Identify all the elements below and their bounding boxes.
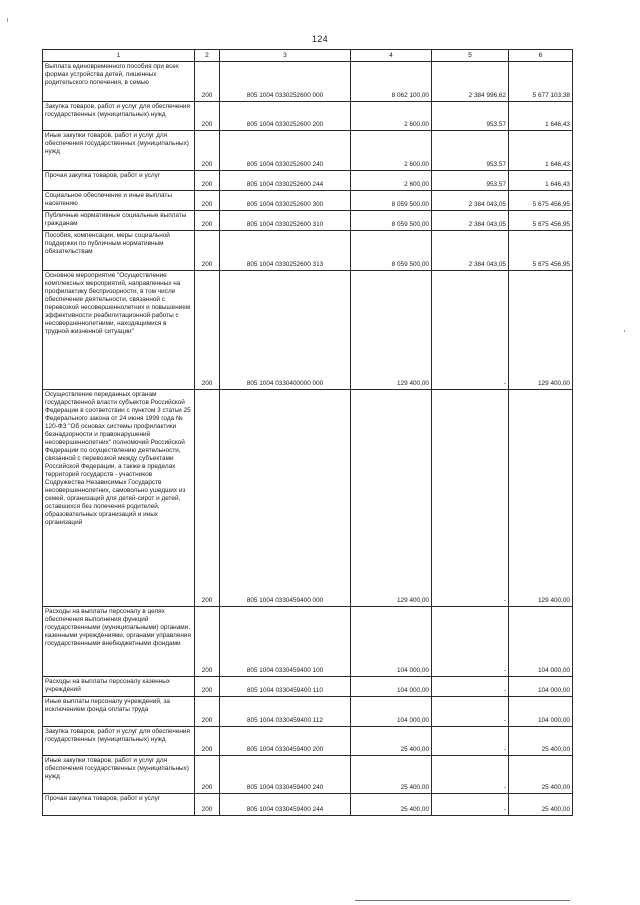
row-name: Выплата единовременного пособия при всех формах устройства детей, лишенных родительского попечения, в семью bbox=[43, 62, 195, 102]
row-col6: 5 675 456,95 bbox=[509, 211, 573, 231]
table-row bbox=[43, 727, 573, 756]
row-kbk: 805 1004 0330459400 110 bbox=[220, 677, 351, 697]
row-code: 200 bbox=[195, 390, 220, 607]
table-row bbox=[43, 607, 573, 677]
row-code: 200 bbox=[195, 607, 220, 677]
row-col6: 25 400,00 bbox=[509, 756, 573, 794]
row-kbk: 805 1004 0330459400 000 bbox=[220, 390, 351, 607]
header-row bbox=[43, 50, 573, 62]
row-code: 200 bbox=[195, 697, 220, 727]
row-code: 200 bbox=[195, 131, 220, 171]
row-name: Расходы на выплаты персоналу в целях обеспечения выполнения функций государственными (муниципальными) органами, казенными учреждениями, органами управления государственными внебюджетными фондами bbox=[43, 607, 195, 677]
row-col4: 8 059 500,00 bbox=[351, 211, 432, 231]
table-row bbox=[43, 794, 573, 816]
row-name: Иные закупки товаров, работ и услуг для обеспечения государственных (муниципальных) нужд bbox=[43, 131, 195, 171]
row-col5: - bbox=[432, 677, 509, 697]
table-row bbox=[43, 271, 573, 390]
row-col5: 953,57 bbox=[432, 102, 509, 131]
row-code: 200 bbox=[195, 271, 220, 390]
row-kbk: 805 1004 0330459400 240 bbox=[220, 756, 351, 794]
row-col5: - bbox=[432, 271, 509, 390]
row-name: Осуществление переданных органам государственной власти субъектов Российской Федерации в соответствии с пунктом 3 статьи 25 Федерального закона от 24 июня 1999 года № 120-ФЗ "Об основах системы профилактики безнадзорности и правонарушений несовершеннолетних" полномочий Российской Федерации по осуществлению деятельности, связанной с перевозкой между субъектами Российской Федерации, а также в пределах территорий государств - участников Содружества Независимых Государств несовершеннолетних, самовольно ушедших из семей, организаций для детей-сирот и детей, оставшихся без попечения родителей, образовательных организаций и иных организаций bbox=[43, 390, 195, 607]
row-col4: 25 400,00 bbox=[351, 794, 432, 816]
row-col6: 5 677 103,38 bbox=[509, 62, 573, 102]
table-row bbox=[43, 697, 573, 727]
budget-table bbox=[42, 49, 573, 816]
row-col6: 5 675 456,95 bbox=[509, 191, 573, 211]
row-col5: 2 384 043,05 bbox=[432, 211, 509, 231]
row-kbk: 805 1004 0330459400 200 bbox=[220, 727, 351, 756]
row-code: 200 bbox=[195, 677, 220, 697]
row-col6: 1 646,43 bbox=[509, 131, 573, 171]
row-col5: - bbox=[432, 727, 509, 756]
header-col-4: 4 bbox=[351, 50, 432, 62]
row-code: 200 bbox=[195, 756, 220, 794]
row-col5: 953,57 bbox=[432, 171, 509, 191]
table-row bbox=[43, 62, 573, 102]
row-kbk: 805 1004 0330252600 300 bbox=[220, 191, 351, 211]
row-col6: 25 400,00 bbox=[509, 727, 573, 756]
row-col5: - bbox=[432, 697, 509, 727]
row-col6: 104 000,00 bbox=[509, 697, 573, 727]
row-col5: 2 384 996,62 bbox=[432, 62, 509, 102]
row-col6: 104 000,00 bbox=[509, 607, 573, 677]
row-code: 200 bbox=[195, 211, 220, 231]
row-col5: - bbox=[432, 794, 509, 816]
row-name: Пособия, компенсации, меры социальной поддержки по публичным нормативным обязательствам bbox=[43, 231, 195, 271]
table-row bbox=[43, 390, 573, 607]
scan-artifact bbox=[7, 18, 8, 22]
row-code: 200 bbox=[195, 171, 220, 191]
row-col4: 104 000,00 bbox=[351, 677, 432, 697]
table-row bbox=[43, 171, 573, 191]
row-kbk: 805 1004 0330252600 000 bbox=[220, 62, 351, 102]
row-kbk: 805 1004 0330252600 244 bbox=[220, 171, 351, 191]
row-col4: 8 059 500,00 bbox=[351, 191, 432, 211]
row-col6: 129 400,00 bbox=[509, 271, 573, 390]
table-row bbox=[43, 677, 573, 697]
page-number: 124 bbox=[312, 34, 328, 44]
header-col-2: 2 bbox=[195, 50, 220, 62]
row-kbk: 805 1004 0330252600 240 bbox=[220, 131, 351, 171]
row-name: Иные закупки товаров, работ и услуг для обеспечения государственных (муниципальных) нужд bbox=[43, 756, 195, 794]
row-name: Основное мероприятие "Осуществление комплексных мероприятий, направленных на профилактику беспризорности, в том числе обеспечение деятельности, связанной с перевозкой несовершеннолетних и повышением эффективности реабилитационной работы с несовершеннолетними, находящимися в трудной жизненной ситуации" bbox=[43, 271, 195, 390]
row-col6: 1 646,43 bbox=[509, 171, 573, 191]
row-col4: 129 400,00 bbox=[351, 390, 432, 607]
table-row bbox=[43, 231, 573, 271]
row-col6: 25 400,00 bbox=[509, 794, 573, 816]
row-col5: 953,57 bbox=[432, 131, 509, 171]
row-name: Прочая закупка товаров, работ и услуг bbox=[43, 171, 195, 191]
row-col6: 5 675 456,95 bbox=[509, 231, 573, 271]
row-name: Публичные нормативные социальные выплаты гражданам bbox=[43, 211, 195, 231]
row-code: 200 bbox=[195, 231, 220, 271]
row-col4: 8 059 500,00 bbox=[351, 231, 432, 271]
row-col5: - bbox=[432, 607, 509, 677]
table-row bbox=[43, 191, 573, 211]
row-kbk: 805 1004 0330459400 244 bbox=[220, 794, 351, 816]
row-col4: 25 400,00 bbox=[351, 727, 432, 756]
row-col4: 2 600,00 bbox=[351, 131, 432, 171]
table-row bbox=[43, 211, 573, 231]
row-code: 200 bbox=[195, 727, 220, 756]
table-row bbox=[43, 102, 573, 131]
row-kbk: 805 1004 0330252600 310 bbox=[220, 211, 351, 231]
header-col-3: 3 bbox=[220, 50, 351, 62]
scan-artifact bbox=[624, 330, 625, 332]
row-name: Социальное обеспечение и иные выплаты населению bbox=[43, 191, 195, 211]
row-col4: 104 000,00 bbox=[351, 607, 432, 677]
row-name: Прочая закупка товаров, работ и услуг bbox=[43, 794, 195, 816]
row-name: Иные выплаты персоналу учреждений, за исключением фонда оплаты труда bbox=[43, 697, 195, 727]
row-col4: 129 400,00 bbox=[351, 271, 432, 390]
row-name: Расходы на выплаты персоналу казенных учреждений bbox=[43, 677, 195, 697]
row-kbk: 805 1004 0330252600 313 bbox=[220, 231, 351, 271]
row-col4: 2 600,00 bbox=[351, 102, 432, 131]
row-col4: 2 600,00 bbox=[351, 171, 432, 191]
row-col4: 8 062 100,00 bbox=[351, 62, 432, 102]
row-code: 200 bbox=[195, 62, 220, 102]
row-col4: 25 400,00 bbox=[351, 756, 432, 794]
row-col5: - bbox=[432, 390, 509, 607]
row-col5: 2 384 043,05 bbox=[432, 231, 509, 271]
row-col5: 2 384 043,05 bbox=[432, 191, 509, 211]
row-kbk: 805 1004 0330400000 000 bbox=[220, 271, 351, 390]
row-col6: 1 646,43 bbox=[509, 102, 573, 131]
row-kbk: 805 1004 0330459400 112 bbox=[220, 697, 351, 727]
row-col6: 129 400,00 bbox=[509, 390, 573, 607]
table-row bbox=[43, 131, 573, 171]
header-col-6: 6 bbox=[509, 50, 573, 62]
row-kbk: 805 1004 0330252600 200 bbox=[220, 102, 351, 131]
row-col6: 104 000,00 bbox=[509, 677, 573, 697]
header-col-5: 5 bbox=[432, 50, 509, 62]
bottom-rule bbox=[355, 900, 570, 901]
row-kbk: 805 1004 0330459400 100 bbox=[220, 607, 351, 677]
row-col4: 104 000,00 bbox=[351, 697, 432, 727]
row-col5: - bbox=[432, 756, 509, 794]
table-row bbox=[43, 756, 573, 794]
row-name: Закупка товаров, работ и услуг для обеспечения государственных (муниципальных) нужд bbox=[43, 102, 195, 131]
row-name: Закупка товаров, работ и услуг для обеспечения государственных (муниципальных) нужд bbox=[43, 727, 195, 756]
header-col-1: 1 bbox=[43, 50, 195, 62]
row-code: 200 bbox=[195, 191, 220, 211]
row-code: 200 bbox=[195, 102, 220, 131]
row-code: 200 bbox=[195, 794, 220, 816]
